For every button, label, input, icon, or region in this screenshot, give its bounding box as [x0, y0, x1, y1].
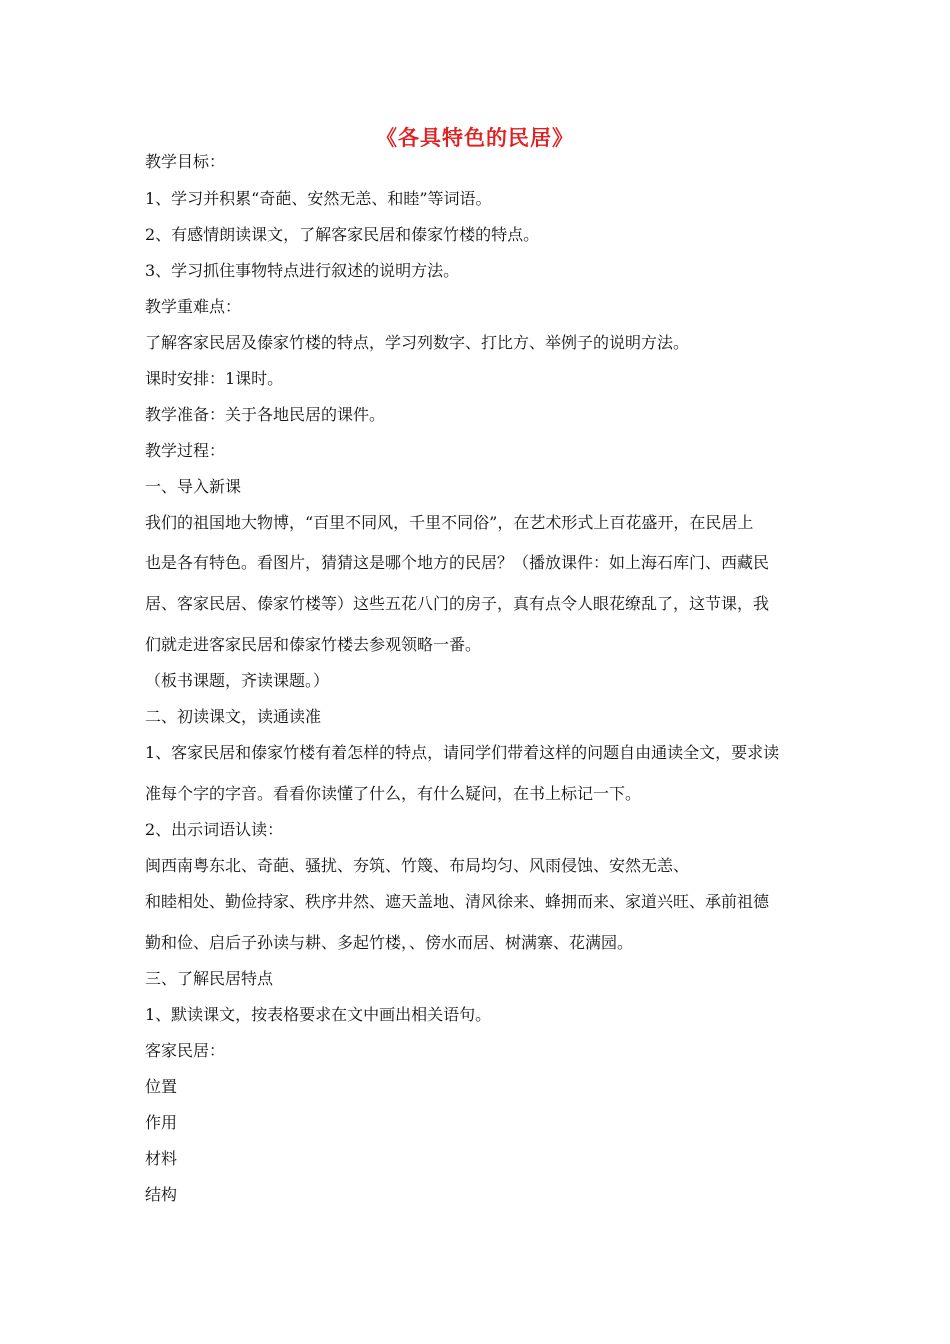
heading-key-points: 教学重难点：	[145, 297, 242, 316]
word-list-line: 闽西南粤东北、奇葩、骚扰、夯筑、竹篾、布局均匀、风雨侵蚀、安然无恙、	[145, 856, 690, 875]
key-points-text: 了解客家民居及傣家竹楼的特点，学习列数字、打比方、举例子的说明方法。	[145, 333, 690, 352]
intro-paragraph-line: 居、客家民居、傣家竹楼等）这些五花八门的房子，真有点令人眼花缭乱了，这节课，我	[145, 594, 770, 613]
schedule-text: 课时安排：1课时。	[145, 369, 284, 388]
reading-task-line: 准每个字的字音。看看你读懂了什么，有什么疑问，在书上标记一下。	[145, 784, 642, 803]
intro-paragraph-line: 我们的祖国地大物博，“百里不同风，千里不同俗”，在艺术形式上百花盛开，在民居上	[145, 513, 754, 532]
table-row-material: 材料	[145, 1149, 178, 1168]
document-title: 《各具特色的民居》	[376, 126, 574, 150]
hakka-dwelling-label: 客家民居：	[145, 1041, 226, 1060]
table-row-location: 位置	[145, 1077, 178, 1096]
intro-paragraph-line: 们就走进客家民居和傣家竹楼去参观领略一番。	[145, 635, 482, 654]
reading-task-line: 1、客家民居和傣家竹楼有着怎样的特点，请同学们带着这样的问题自由通读全文，要求读	[145, 743, 780, 762]
heading-teaching-goals: 教学目标：	[145, 152, 226, 171]
section-heading-3: 三、了解民居特点	[145, 969, 274, 988]
word-list-line: 和睦相处、勤俭持家、秩序井然、遮天盖地、清风徐来、蜂拥而来、家道兴旺、承前祖德	[145, 892, 770, 911]
preparation-text: 教学准备：关于各地民居的课件。	[145, 405, 386, 424]
word-list-line: 勤和俭、启后子孙读与耕、多起竹楼，、傍水而居、树满寨、花满园。	[145, 933, 634, 952]
goal-item-2: 2、有感情朗读课文，了解客家民居和傣家竹楼的特点。	[145, 225, 540, 244]
table-row-function: 作用	[145, 1113, 178, 1132]
table-row-structure: 结构	[145, 1185, 178, 1204]
section-heading-1: 一、导入新课	[145, 477, 242, 496]
silent-reading-task: 1、默读课文，按表格要求在文中画出相关语句。	[145, 1005, 492, 1024]
section-heading-2: 二、初读课文，读通读准	[145, 707, 322, 726]
intro-paragraph-line: 也是各有特色。看图片，猜猜这是哪个地方的民居？（播放课件：如上海石库门、西藏民	[145, 553, 770, 572]
goal-item-1: 1、学习并积累“奇葩、安然无恙、和睦”等词语。	[145, 189, 492, 208]
goal-item-3: 3、学习抓住事物特点进行叙述的说明方法。	[145, 261, 460, 280]
word-list-heading: 2、出示词语认读：	[145, 820, 284, 839]
blackboard-note: （板书课题，齐读课题。）	[145, 671, 330, 690]
heading-process: 教学过程：	[145, 441, 226, 460]
